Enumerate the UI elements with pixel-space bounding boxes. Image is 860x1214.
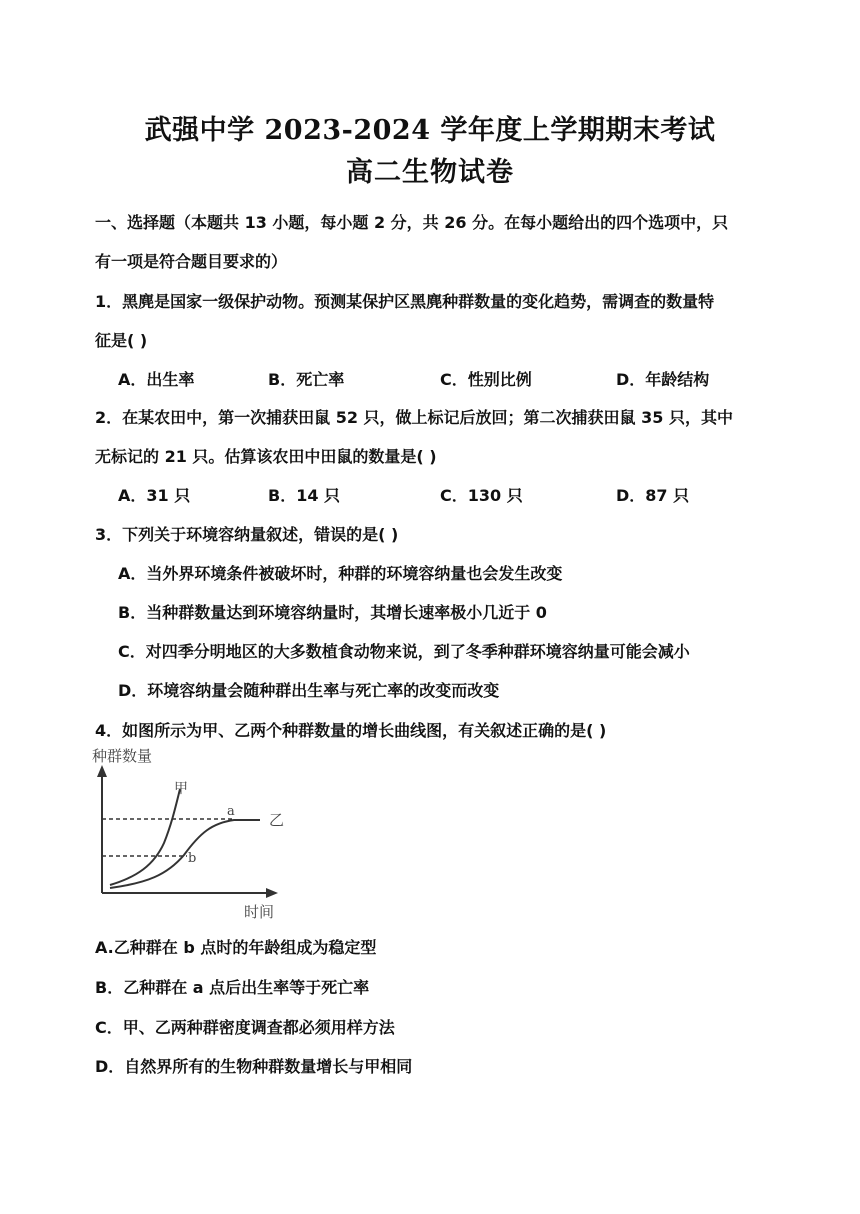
q1-option-b: B．死亡率 [268, 370, 345, 389]
q1-stem-line1: 1．黑麂是国家一级保护动物。预测某保护区黑麂种群数量的变化趋势，需调查的数量特 [95, 292, 715, 311]
q2-option-c: C．130 只 [440, 486, 523, 505]
exam-subtitle: 高二生物试卷 [346, 157, 514, 188]
q2-stem-line1: 2．在某农田中，第一次捕获田鼠 52 只，做上标记后放回；第二次捕获田鼠 35 只，其中 [95, 408, 733, 427]
q4-stem: 4．如图所示为甲、乙两个种群数量的增长曲线图，有关叙述正确的是( ) [95, 721, 607, 740]
x-axis-label: 时间 [244, 903, 275, 920]
population-growth-graph [92, 745, 302, 920]
q2-stem-line2: 无标记的 21 只。估算该农田中田鼠的数量是( ) [95, 447, 437, 466]
q2-option-d: D．87 只 [616, 486, 690, 505]
q1-option-a: A．出生率 [118, 370, 195, 389]
q2-option-a: A．31 只 [118, 486, 191, 505]
q3-option-d: D．环境容纳量会随种群出生率与死亡率的改变而改变 [118, 681, 500, 700]
q3-option-c: C．对四季分明地区的大多数植食动物来说，到了冬季种群环境容纳量可能会减小 [118, 642, 690, 661]
section-heading-line1: 一、选择题（本题共 13 小题，每小题 2 分，共 26 分。在每小题给出的四个选项中，只 [95, 213, 729, 232]
point-b-label: b [188, 851, 197, 866]
q1-option-c: C．性别比例 [440, 370, 532, 389]
q1-option-d: D．年龄结构 [616, 370, 710, 389]
y-axis-arrow [97, 765, 107, 777]
q2-option-b: B．14 只 [268, 486, 341, 505]
x-axis-arrow [266, 888, 278, 898]
q4-option-d: D．自然界所有的生物种群数量增长与甲相同 [95, 1057, 413, 1076]
exam-title: 武强中学 2023-2024 学年度上学期期末考试 [144, 115, 716, 146]
curve-yi [110, 820, 260, 888]
curve-jia [110, 789, 180, 885]
q1-stem-line2: 征是( ) [95, 331, 148, 350]
q4-option-c: C．甲、乙两种群密度调查都必须用样方法 [95, 1018, 395, 1037]
y-axis-label: 种群数量 [92, 747, 153, 765]
curve-yi-label: 乙 [269, 811, 285, 829]
q4-option-b: B．乙种群在 a 点后出生率等于死亡率 [95, 978, 370, 997]
q4-option-a: A.乙种群在 b 点时的年龄组成为稳定型 [95, 938, 377, 957]
q3-stem: 3．下列关于环境容纳量叙述，错误的是( ) [95, 525, 399, 544]
q3-option-b: B．当种群数量达到环境容纳量时，其增长速率极小几近于 0 [118, 603, 547, 622]
point-a-label: a [227, 804, 235, 819]
curve-jia-label: 甲 [174, 781, 188, 797]
section-heading-line2: 有一项是符合题目要求的） [95, 252, 288, 271]
q3-option-a: A．当外界环境条件被破坏时，种群的环境容纳量也会发生改变 [118, 564, 563, 583]
